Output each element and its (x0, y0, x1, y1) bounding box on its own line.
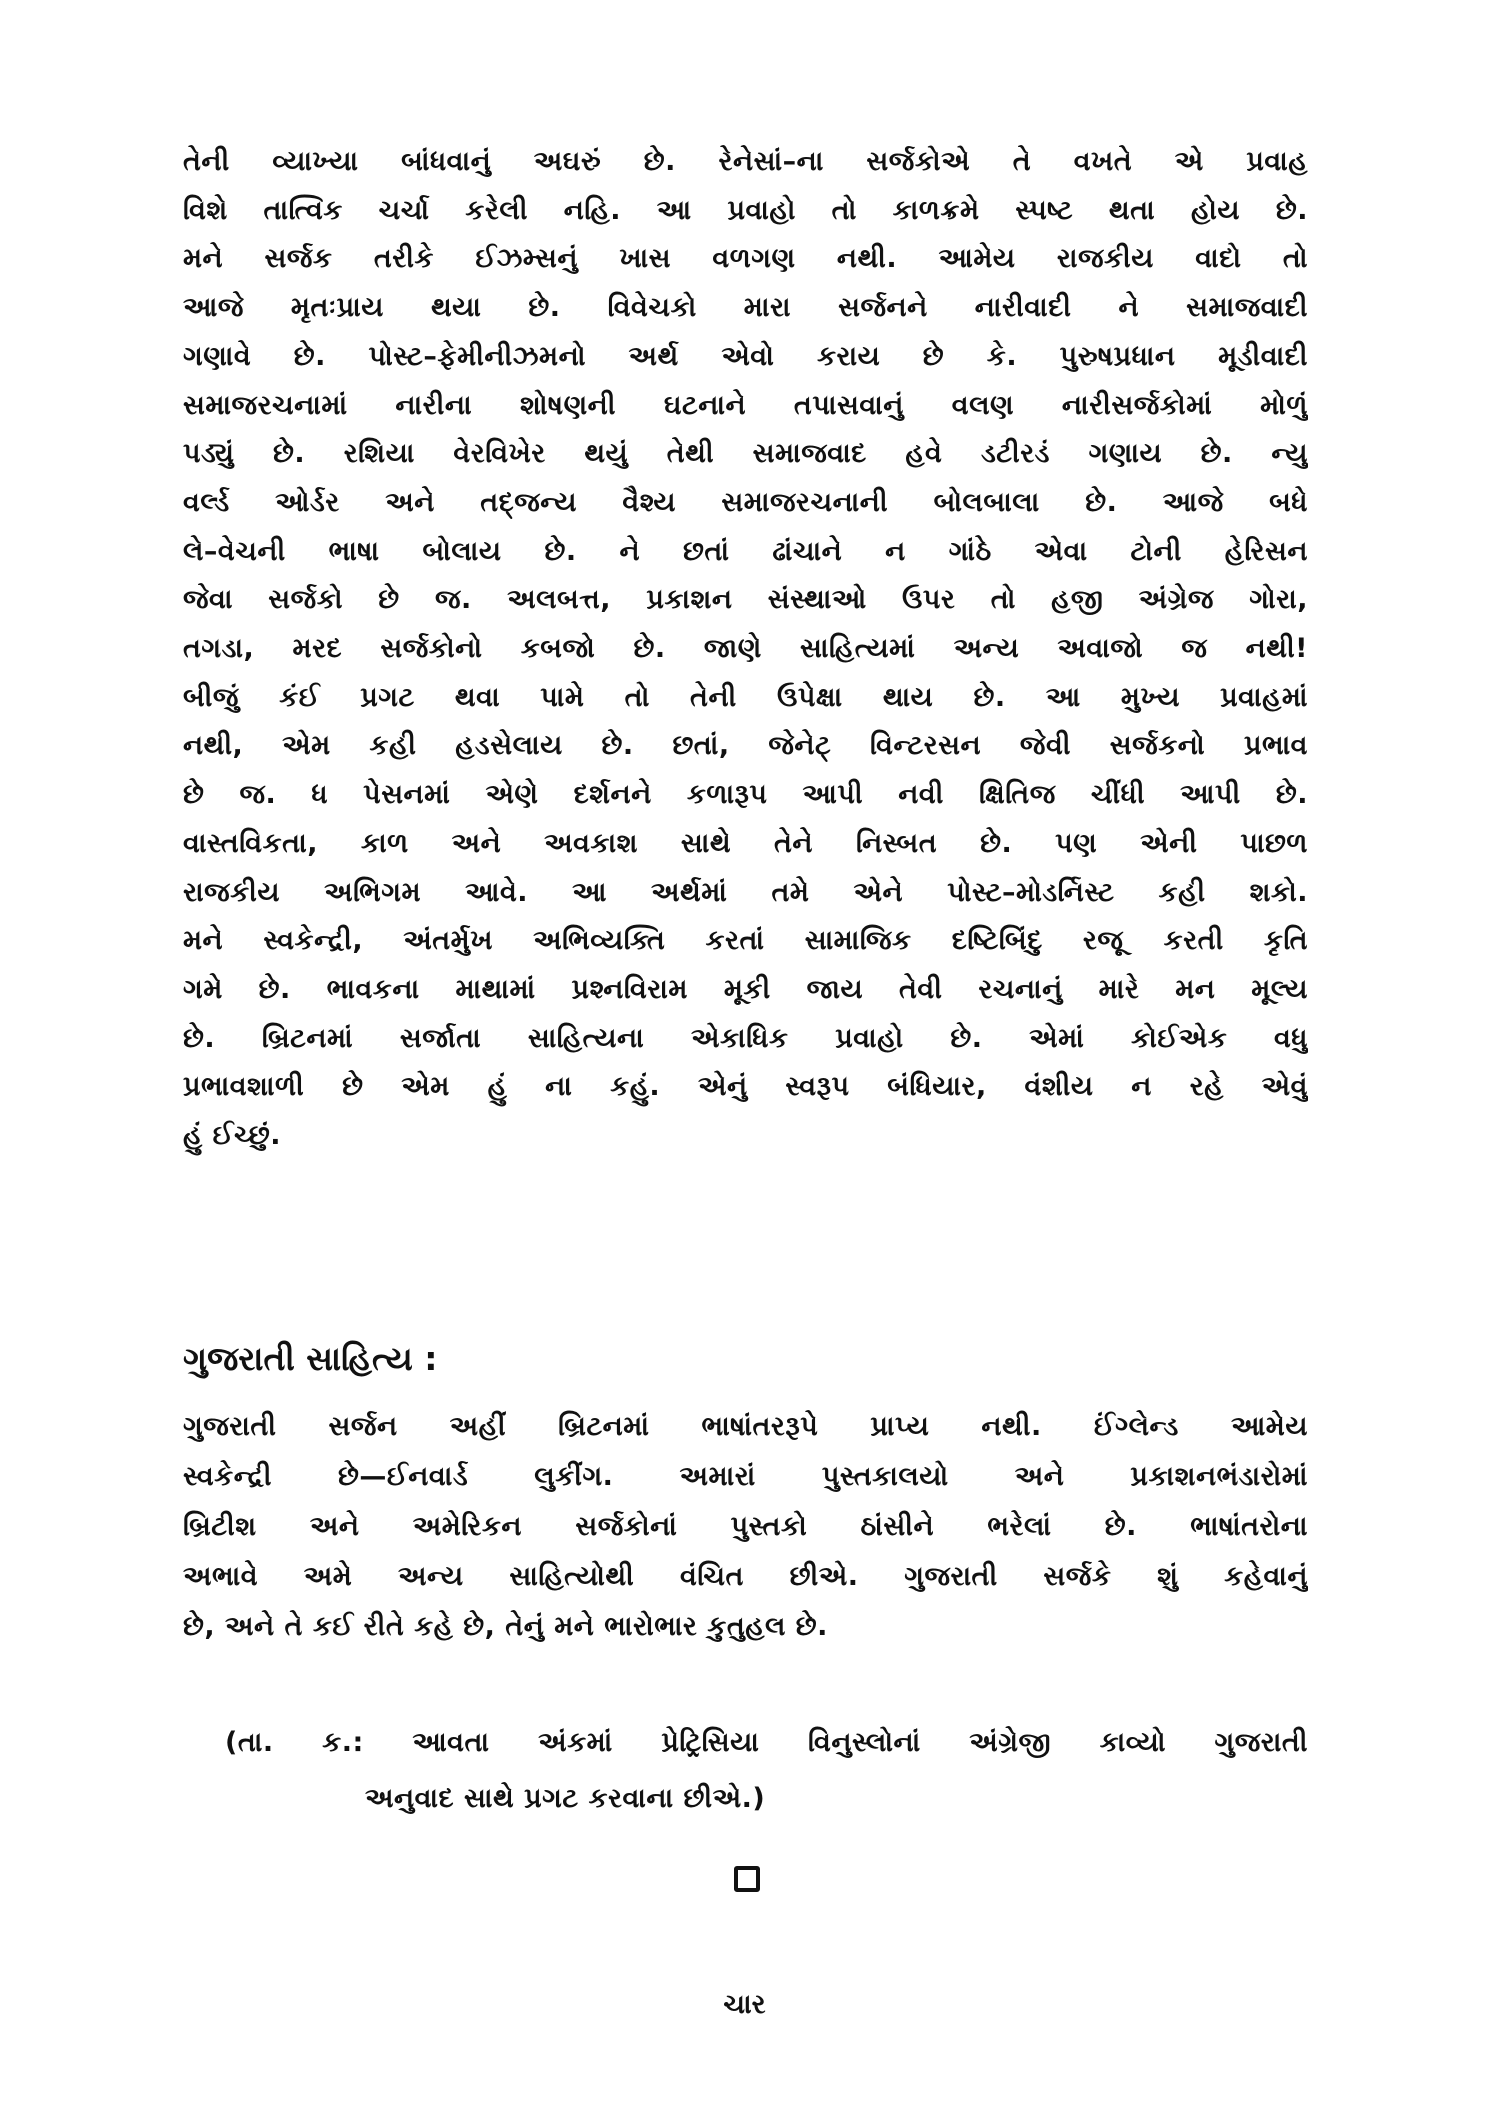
body-line: ગમે છે. ભાવકના માથામાં પ્રશ્નવિરામ મૂકી જાય તેવી રચનાનું મારે મન મૂલ્ય (183, 973, 1308, 1005)
section-paragraph (183, 1402, 1308, 1652)
body-line: નથી, એમ કહી હડસેલાય છે. છતાં, જેનેટ્ વિન્ટરસન જેવી સર્જકનો પ્રભાવ (183, 730, 1308, 762)
body-line: પ્રભાવશાળી છે એમ હું ના કહું. એનું સ્વરૂપ બંધિયાર, વંશીય ન રહે એવું (183, 1071, 1308, 1103)
section-line: છે, અને તે કઈ રીતે કહે છે, તેનું મને ભારોભાર કુતુહલ છે. (183, 1611, 828, 1642)
body-line: છે જ. ધ પેસનમાં એણે દર્શનને કળારૂપ આપી નવી ક્ષિતિજ ચીંધી આપી છે. (183, 779, 1308, 811)
body-line: રાજકીય અભિગમ આવે. આ અર્થમાં તમે એને પોસ્ટ–મોડર્નિસ્ટ કહી શકો. (183, 876, 1308, 908)
body-line: છે. બ્રિટનમાં સર્જાતા સાહિત્યના એકાધિક પ્રવાહો છે. એમાં કોઈએક વધુ (183, 1022, 1308, 1054)
body-line: ગણાવે છે. પોસ્ટ–ફેમીનીઝમનો અર્થ એવો કરાય છે કે. પુરુષપ્રધાન મૂડીવાદી (183, 340, 1308, 372)
body-line: આજે મૃતઃપ્રાય થયા છે. વિવેચકો મારા સર્જનને નારીવાદી ને સમાજવાદી (183, 292, 1308, 324)
body-line: જેવા સર્જકો છે જ. અલબત્ત, પ્રકાશન સંસ્થાઓ ઉપર તો હજી અંગ્રેજ ગોરા, (183, 584, 1308, 616)
section-line: ગુજરાતી સર્જન અહીં બ્રિટનમાં ભાષાંતરરૂપે પ્રાપ્ય નથી. ઈંગ્લેન્ડ આમેય (183, 1411, 1308, 1442)
body-line: વર્લ્ડ ઓર્ડર અને તદ્જન્ય વૈશ્ય સમાજરચનાની બોલબાલા છે. આજે બધે (183, 486, 1308, 518)
body-line: તેની વ્યાખ્યા બાંધવાનું અઘરું છે. રેનેસાં–ના સર્જકોએ તે વખતે એ પ્રવાહ (183, 146, 1308, 177)
body-line: વિશે તાત્વિક ચર્ચા કરેલી નહિ. આ પ્રવાહો તો કાળક્રમે સ્પષ્ટ થતા હોય છે. (183, 194, 1308, 226)
editor-note (225, 1715, 1308, 1827)
body-line: મને સ્વકેન્દ્રી, અંતર્મુખ અભિવ્યક્તિ કરતાં સામાજિક દષ્ટિબિંદુ રજૂ કરતી કૃતિ (183, 925, 1308, 957)
section-line: બ્રિટીશ અને અમેરિકન સર્જકોનાં પુસ્તકો ઠાંસીને ભરેલાં છે. ભાષાંતરોના (183, 1511, 1308, 1542)
end-of-article-square-icon (734, 1866, 760, 1892)
body-line: વાસ્તવિકતા, કાળ અને અવકાશ સાથે તેને નિસ્બત છે. પણ એની પાછળ (183, 827, 1308, 859)
body-line: સમાજરચનામાં નારીના શોષણની ઘટનાને તપાસવાનું વલણ નારીસર્જકોમાં મોળું (183, 389, 1308, 421)
note-line: અનુવાદ સાથે પ્રગટ કરવાના છીએ.) (365, 1783, 766, 1814)
body-paragraph (183, 138, 1308, 1161)
body-line: બીજું કંઈ પ્રગટ થવા પામે તો તેની ઉપેક્ષા થાય છે. આ મુખ્ય પ્રવાહમાં (183, 681, 1308, 713)
page-number: ચાર (723, 1989, 766, 2020)
body-line: પડ્યું છે. રશિયા વેરવિખેર થયું તેથી સમાજવાદ હવે ડટીરડં ગણાય છે. ન્યુ (183, 438, 1308, 470)
body-line: તગડા, મરદ સર્જકોનો કબજો છે. જાણે સાહિત્યમાં અન્ય અવાજો જ નથી! (183, 633, 1308, 665)
section-line: સ્વકેન્દ્રી છે—ઈનવાર્ડ લુકીંગ. અમારાં પુસ્તકાલયો અને પ્રકાશનભંડારોમાં (183, 1461, 1308, 1492)
body-line: લે–વેચની ભાષા બોલાય છે. ને છતાં ઢાંચાને ન ગાંઠે એવા ટોની હેરિસન (183, 535, 1308, 567)
body-line: મને સર્જક તરીકે ઈઝમ્સનું ખાસ વળગણ નથી. આમેય રાજકીય વાદો તો (183, 243, 1308, 275)
section-heading: ગુજરાતી સાહિત્ય : (183, 1339, 438, 1378)
body-line: હું ઈચ્છું. (183, 1120, 282, 1152)
section-line: અભાવે અમે અન્ય સાહિત્યોથી વંચિત છીએ. ગુજરાતી સર્જકે શું કહેવાનું (183, 1561, 1308, 1592)
note-line: (તા. ક.: આવતા અંકમાં પ્રેટ્રિસિયા વિનુસ્લોનાં અંગ્રેજી કાવ્યો ગુજરાતી (225, 1727, 1308, 1758)
